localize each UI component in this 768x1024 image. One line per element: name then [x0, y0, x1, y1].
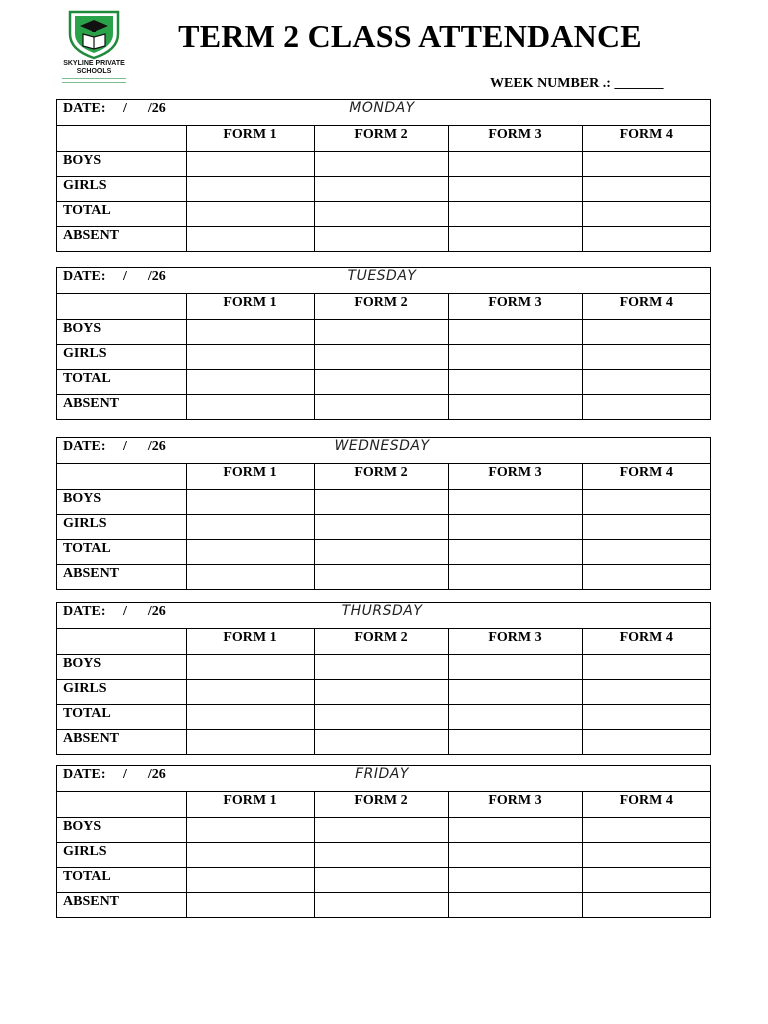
date-field[interactable]: DATE: / /26 — [63, 439, 166, 454]
attendance-entry-cell[interactable] — [314, 817, 448, 842]
column-header: FORM 1 — [186, 464, 314, 489]
row-label: TOTAL — [57, 539, 186, 564]
attendance-entry-cell[interactable] — [186, 151, 314, 176]
row-label: BOYS — [57, 489, 186, 514]
column-header: FORM 3 — [448, 629, 582, 654]
day-header — [57, 603, 710, 629]
column-header: FORM 4 — [582, 294, 710, 319]
date-field[interactable]: DATE: / /26 — [63, 604, 166, 619]
column-header: FORM 2 — [314, 126, 448, 151]
attendance-entry-cell[interactable] — [314, 176, 448, 201]
attendance-entry-cell[interactable] — [448, 729, 582, 754]
attendance-entry-cell[interactable] — [582, 151, 710, 176]
attendance-entry-cell[interactable] — [314, 201, 448, 226]
column-header: FORM 4 — [582, 629, 710, 654]
attendance-section-wednesday — [56, 437, 711, 590]
header-blank-cell — [57, 464, 186, 489]
row-label: GIRLS — [57, 176, 186, 201]
shield-logo-icon — [64, 8, 124, 60]
attendance-entry-cell[interactable] — [186, 654, 314, 679]
attendance-entry-cell[interactable] — [186, 394, 314, 419]
attendance-entry-cell[interactable] — [582, 319, 710, 344]
attendance-entry-cell[interactable] — [582, 394, 710, 419]
column-header: FORM 2 — [314, 792, 448, 817]
day-header — [57, 268, 710, 294]
column-header: FORM 1 — [186, 294, 314, 319]
row-label: ABSENT — [57, 394, 186, 419]
column-header: FORM 1 — [186, 629, 314, 654]
row-label: TOTAL — [57, 704, 186, 729]
attendance-entry-cell[interactable] — [448, 704, 582, 729]
attendance-entry-cell[interactable] — [186, 344, 314, 369]
header-blank-cell — [57, 126, 186, 151]
attendance-entry-cell[interactable] — [582, 679, 710, 704]
attendance-entry-cell[interactable] — [448, 564, 582, 589]
attendance-entry-cell[interactable] — [314, 842, 448, 867]
attendance-entry-cell[interactable] — [582, 704, 710, 729]
attendance-entry-cell[interactable] — [582, 729, 710, 754]
row-label: BOYS — [57, 654, 186, 679]
attendance-section-thursday — [56, 602, 711, 755]
attendance-entry-cell[interactable] — [582, 539, 710, 564]
attendance-table — [57, 629, 710, 754]
row-label: BOYS — [57, 817, 186, 842]
column-header: FORM 4 — [582, 126, 710, 151]
attendance-entry-cell[interactable] — [448, 226, 582, 251]
attendance-entry-cell[interactable] — [186, 867, 314, 892]
attendance-table — [57, 126, 710, 251]
attendance-section-monday — [56, 99, 711, 252]
column-header: FORM 3 — [448, 464, 582, 489]
attendance-entry-cell[interactable] — [186, 564, 314, 589]
attendance-entry-cell[interactable] — [186, 201, 314, 226]
row-label: ABSENT — [57, 729, 186, 754]
attendance-entry-cell[interactable] — [314, 892, 448, 917]
date-field[interactable]: DATE: / /26 — [63, 269, 166, 284]
attendance-entry-cell[interactable] — [582, 489, 710, 514]
attendance-entry-cell[interactable] — [448, 489, 582, 514]
column-header: FORM 2 — [314, 629, 448, 654]
page-title: TERM 2 CLASS ATTENDANCE — [178, 18, 642, 54]
day-name: FRIDAY — [355, 766, 409, 782]
attendance-entry-cell[interactable] — [314, 151, 448, 176]
attendance-entry-cell[interactable] — [314, 867, 448, 892]
column-header: FORM 1 — [186, 792, 314, 817]
logo-tagline-lines — [62, 78, 126, 83]
attendance-entry-cell[interactable] — [582, 564, 710, 589]
day-name: THURSDAY — [341, 603, 423, 619]
attendance-entry-cell[interactable] — [448, 344, 582, 369]
attendance-entry-cell[interactable] — [582, 867, 710, 892]
attendance-entry-cell[interactable] — [314, 369, 448, 394]
row-label: ABSENT — [57, 564, 186, 589]
column-header: FORM 4 — [582, 464, 710, 489]
attendance-entry-cell[interactable] — [314, 514, 448, 539]
attendance-entry-cell[interactable] — [314, 394, 448, 419]
column-header: FORM 3 — [448, 792, 582, 817]
attendance-entry-cell[interactable] — [314, 564, 448, 589]
attendance-entry-cell[interactable] — [448, 176, 582, 201]
column-header: FORM 2 — [314, 464, 448, 489]
header-blank-cell — [57, 294, 186, 319]
attendance-entry-cell[interactable] — [448, 679, 582, 704]
row-label: GIRLS — [57, 514, 186, 539]
row-label: ABSENT — [57, 226, 186, 251]
header-blank-cell — [57, 629, 186, 654]
attendance-entry-cell[interactable] — [448, 151, 582, 176]
column-header: FORM 3 — [448, 126, 582, 151]
attendance-entry-cell[interactable] — [448, 892, 582, 917]
attendance-entry-cell[interactable] — [186, 539, 314, 564]
day-name: WEDNESDAY — [334, 438, 430, 454]
attendance-entry-cell[interactable] — [314, 704, 448, 729]
attendance-entry-cell[interactable] — [448, 514, 582, 539]
column-header: FORM 2 — [314, 294, 448, 319]
attendance-entry-cell[interactable] — [448, 817, 582, 842]
attendance-entry-cell[interactable] — [582, 226, 710, 251]
attendance-entry-cell[interactable] — [582, 817, 710, 842]
logo-school-name: SKYLINE PRIVATE SCHOOLS — [63, 60, 125, 75]
row-label: TOTAL — [57, 369, 186, 394]
attendance-entry-cell[interactable] — [582, 369, 710, 394]
attendance-entry-cell[interactable] — [448, 539, 582, 564]
attendance-entry-cell[interactable] — [186, 226, 314, 251]
attendance-entry-cell[interactable] — [448, 319, 582, 344]
school-logo — [58, 8, 130, 82]
attendance-entry-cell[interactable] — [186, 319, 314, 344]
date-field[interactable]: DATE: / /26 — [63, 767, 166, 782]
column-header: FORM 3 — [448, 294, 582, 319]
attendance-entry-cell[interactable] — [448, 394, 582, 419]
attendance-entry-cell[interactable] — [186, 489, 314, 514]
attendance-entry-cell[interactable] — [186, 817, 314, 842]
day-name: TUESDAY — [347, 268, 417, 284]
attendance-entry-cell[interactable] — [186, 729, 314, 754]
attendance-entry-cell[interactable] — [582, 514, 710, 539]
attendance-entry-cell[interactable] — [314, 654, 448, 679]
day-header — [57, 100, 710, 126]
row-label: ABSENT — [57, 892, 186, 917]
attendance-entry-cell[interactable] — [186, 704, 314, 729]
day-header — [57, 438, 710, 464]
attendance-entry-cell[interactable] — [314, 489, 448, 514]
column-header: FORM 1 — [186, 126, 314, 151]
day-name: MONDAY — [349, 100, 415, 116]
attendance-table — [57, 792, 710, 917]
row-label: BOYS — [57, 151, 186, 176]
attendance-entry-cell[interactable] — [314, 319, 448, 344]
attendance-section-friday — [56, 765, 711, 918]
attendance-section-tuesday — [56, 267, 711, 420]
attendance-entry-cell[interactable] — [314, 344, 448, 369]
attendance-entry-cell[interactable] — [448, 867, 582, 892]
row-label: TOTAL — [57, 201, 186, 226]
row-label: GIRLS — [57, 842, 186, 867]
attendance-entry-cell[interactable] — [448, 369, 582, 394]
attendance-entry-cell[interactable] — [582, 201, 710, 226]
attendance-entry-cell[interactable] — [186, 369, 314, 394]
attendance-entry-cell[interactable] — [582, 654, 710, 679]
header-blank-cell — [57, 792, 186, 817]
attendance-entry-cell[interactable] — [582, 842, 710, 867]
attendance-entry-cell[interactable] — [186, 176, 314, 201]
attendance-table — [57, 294, 710, 419]
attendance-entry-cell[interactable] — [448, 654, 582, 679]
row-label: GIRLS — [57, 344, 186, 369]
attendance-entry-cell[interactable] — [186, 514, 314, 539]
attendance-entry-cell[interactable] — [582, 892, 710, 917]
attendance-entry-cell[interactable] — [448, 842, 582, 867]
row-label: BOYS — [57, 319, 186, 344]
attendance-entry-cell[interactable] — [314, 226, 448, 251]
attendance-entry-cell[interactable] — [186, 679, 314, 704]
attendance-table — [57, 464, 710, 589]
attendance-entry-cell[interactable] — [314, 729, 448, 754]
attendance-entry-cell[interactable] — [314, 539, 448, 564]
attendance-entry-cell[interactable] — [186, 892, 314, 917]
attendance-entry-cell[interactable] — [448, 201, 582, 226]
attendance-entry-cell[interactable] — [582, 176, 710, 201]
week-number-field[interactable]: WEEK NUMBER .: _______ — [490, 76, 664, 91]
column-header: FORM 4 — [582, 792, 710, 817]
row-label: GIRLS — [57, 679, 186, 704]
attendance-entry-cell[interactable] — [314, 679, 448, 704]
attendance-entry-cell[interactable] — [186, 842, 314, 867]
day-header — [57, 766, 710, 792]
date-field[interactable]: DATE: / /26 — [63, 101, 166, 116]
attendance-entry-cell[interactable] — [582, 344, 710, 369]
row-label: TOTAL — [57, 867, 186, 892]
